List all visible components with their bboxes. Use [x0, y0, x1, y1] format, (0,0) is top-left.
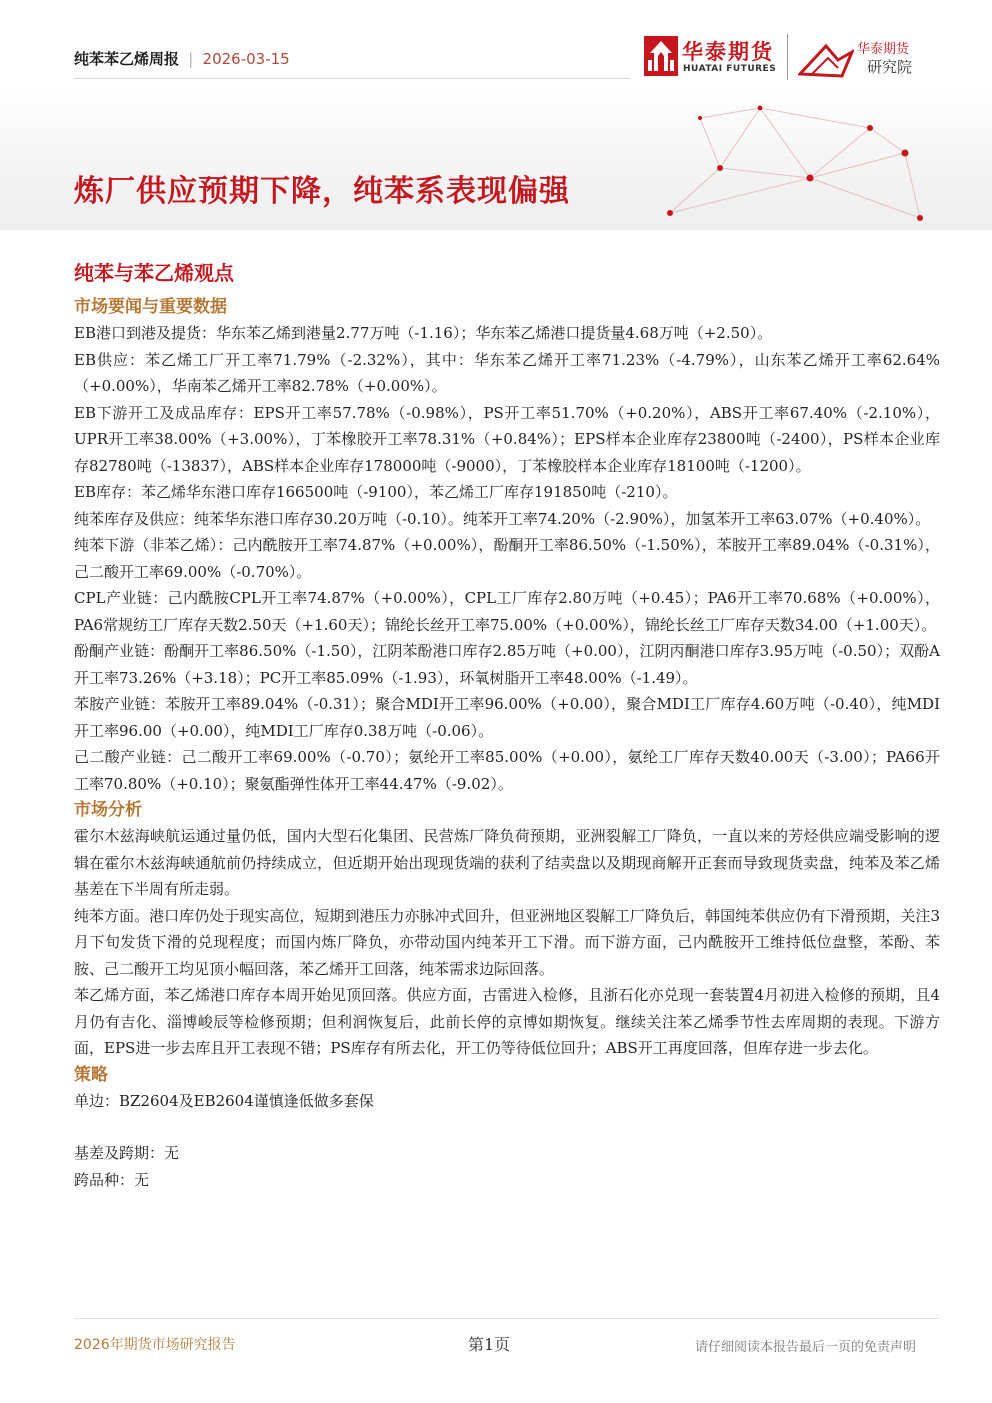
logo-chinese-name: 华泰期货 [682, 40, 774, 64]
report-name: 纯苯苯乙烯周报 [74, 50, 180, 68]
logo-english-name: HUATAI FUTURES [683, 64, 777, 74]
header-separator: | [188, 50, 194, 68]
footer-divider [74, 1318, 940, 1319]
report-date: 2026-03-15 [202, 50, 290, 68]
analysis-paragraph: 纯苯方面。港口库仍处于现实高位，短期到港压力亦脉冲式回升，但亚洲地区裂解工厂降负后，韩国纯苯供应仍有下滑预期，关注3月下旬发货下滑的兑现程度；而国内炼厂降负，亦带动国内纯苯开工下滑。而下游方面，己内酰胺开工维持低位盘整，苯酚、苯胺、己二酸开工均见顶小幅回落，苯乙烯开工回落，纯苯需求边际回落。 [74, 906, 940, 978]
strategy-single-side: 单边：BZ2604及EB2604谨慎逢低做多套保 [74, 1091, 374, 1110]
news-paragraph: CPL产业链：己内酰胺CPL开工率74.87%（+0.00%），CPL工厂库存2.80万吨（+0.45）；PA6开工率70.68%（+0.00%），PA6常规纺工厂库存天数2.50天（+1.60天）；锦纶长丝开工率75.00%（+0.00%），锦纶长丝工厂库存天数34.00（+1.00天）。 [74, 589, 940, 634]
news-paragraph: 己二酸产业链：己二酸开工率69.00%（-0.70）；氨纶开工率85.00%（+0.00），氨纶工厂库存天数40.00天（-3.00）；PA66开工率70.80%（+0.10）；聚氨酯弹性体开工率44.47%（-9.02）。 [74, 748, 940, 793]
section-title: 纯苯与苯乙烯观点 [74, 261, 234, 285]
page-number: 第1页 [468, 1335, 511, 1354]
strategy-heading: 策略 [74, 1064, 108, 1085]
strategy-cross: 跨品种：无 [74, 1170, 150, 1189]
page-header [0, 0, 992, 230]
analysis-paragraph: 苯乙烯方面，苯乙烯港口库存本周开始见顶回落。供应方面，古雷进入检修，且浙石化亦兑现一套装置4月初进入检修的预期，且4月仍有吉化、淄博峻辰等检修预期；但利润恢复后，此前长停的京博如期恢复。继续关注苯乙烯季节性去库周期的表现。下游方面，EPS进一步去库且开工表现不错；PS库存有所去化，开工仍等待低位回升；ABS开工再度回落，但库存进一步去化。 [74, 986, 940, 1057]
strategy-spacer [74, 1114, 940, 1140]
page-title: 炼厂供应预期下降，纯苯系表现偏强 [74, 174, 570, 209]
footer-disclaimer: 请仔细阅读本报告最后一页的免责声明 [694, 1340, 916, 1355]
research-logo-top: 华泰期货 [857, 42, 910, 57]
news-paragraph: EB港口到港及提货：华东苯乙烯到港量2.77万吨（-1.16）；华东苯乙烯港口提货量4.68万吨（+2.50）。 [74, 324, 773, 342]
news-paragraph: EB下游开工及成品库存：EPS开工率57.78%（-0.98%），PS开工率51.70%（+0.20%），ABS开工率67.40%（-2.10%），UPR开工率38.00%（+3.00%），丁苯橡胶开工率78.31%（+0.84%）；EPS样本企业库存23800吨（-2400），PS样本企业库存82780吨（-13837），ABS样本企业库存178000吨（-9000），丁苯橡胶样本企业库存18100吨（-1200）。 [74, 403, 940, 475]
news-heading: 市场要闻与重要数据 [74, 297, 227, 317]
header-divider [74, 78, 630, 79]
footer-report-label: 2026年期货市场研究报告 [74, 1337, 236, 1353]
strategy-basis: 基差及跨期：无 [74, 1144, 180, 1162]
main-content [74, 258, 940, 1193]
news-paragraph: EB库存：苯乙烯华东港口库存166500吨（-9100），苯乙烯工厂库存191850吨（-210）。 [74, 483, 678, 501]
analysis-paragraph: 霍尔木兹海峡航运通过量仍低，国内大型石化集团、民营炼厂降负荷预期，亚洲裂解工厂降负，一直以来的芳烃供应端受影响的逻辑在霍尔木兹海峡通航前仍持续成立，但近期开始出现现货端的获利了结卖盘以及期现商解开正套而导致现货卖盘，纯苯及苯乙烯基差在下半周有所走弱。 [74, 827, 940, 898]
header-report-info [74, 48, 290, 69]
news-paragraph: 纯苯下游（非苯乙烯）：己内酰胺开工率74.87%（+0.00%），酚酮开工率86.50%（-1.50%），苯胺开工率89.04%（-0.31%），己二酸开工率69.00%（-0.70%）。 [74, 536, 940, 581]
news-paragraph: 苯胺产业链：苯胺开工率89.04%（-0.31）；聚合MDI开工率96.00%（+0.00），聚合MDI工厂库存4.60万吨（-0.40），纯MDI开工率96.00（+0.00），纯MDI工厂库存0.38万吨（-0.06）。 [74, 695, 940, 740]
analysis-heading: 市场分析 [74, 800, 142, 820]
news-paragraph: EB供应：苯乙烯工厂开工率71.79%（-2.32%），其中：华东苯乙烯开工率71.23%（-4.79%），山东苯乙烯开工率62.64%（+0.00%），华南苯乙烯开工率82.78%（+0.00%）。 [74, 350, 940, 395]
huatai-logo-icon [644, 36, 678, 76]
research-logo-bottom: 研究院 [867, 58, 913, 76]
research-institute-logo-icon [798, 40, 854, 78]
logo-divider [787, 34, 788, 80]
news-paragraph: 酚酮产业链：酚酮开工率86.50%（-1.50），江阴苯酚港口库存2.85万吨（+0.00），江阴丙酮港口库存3.95万吨（-0.50）；双酚A开工率73.26%（+3.18）；PC开工率85.09%（-1.93），环氧树脂开工率48.00%（-1.49）。 [74, 642, 940, 687]
news-paragraph: 纯苯库存及供应：纯苯华东港口库存30.20万吨（-0.10）。纯苯开工率74.20%（-2.90%），加氢苯开工率63.07%（+0.40%）。 [74, 509, 931, 528]
